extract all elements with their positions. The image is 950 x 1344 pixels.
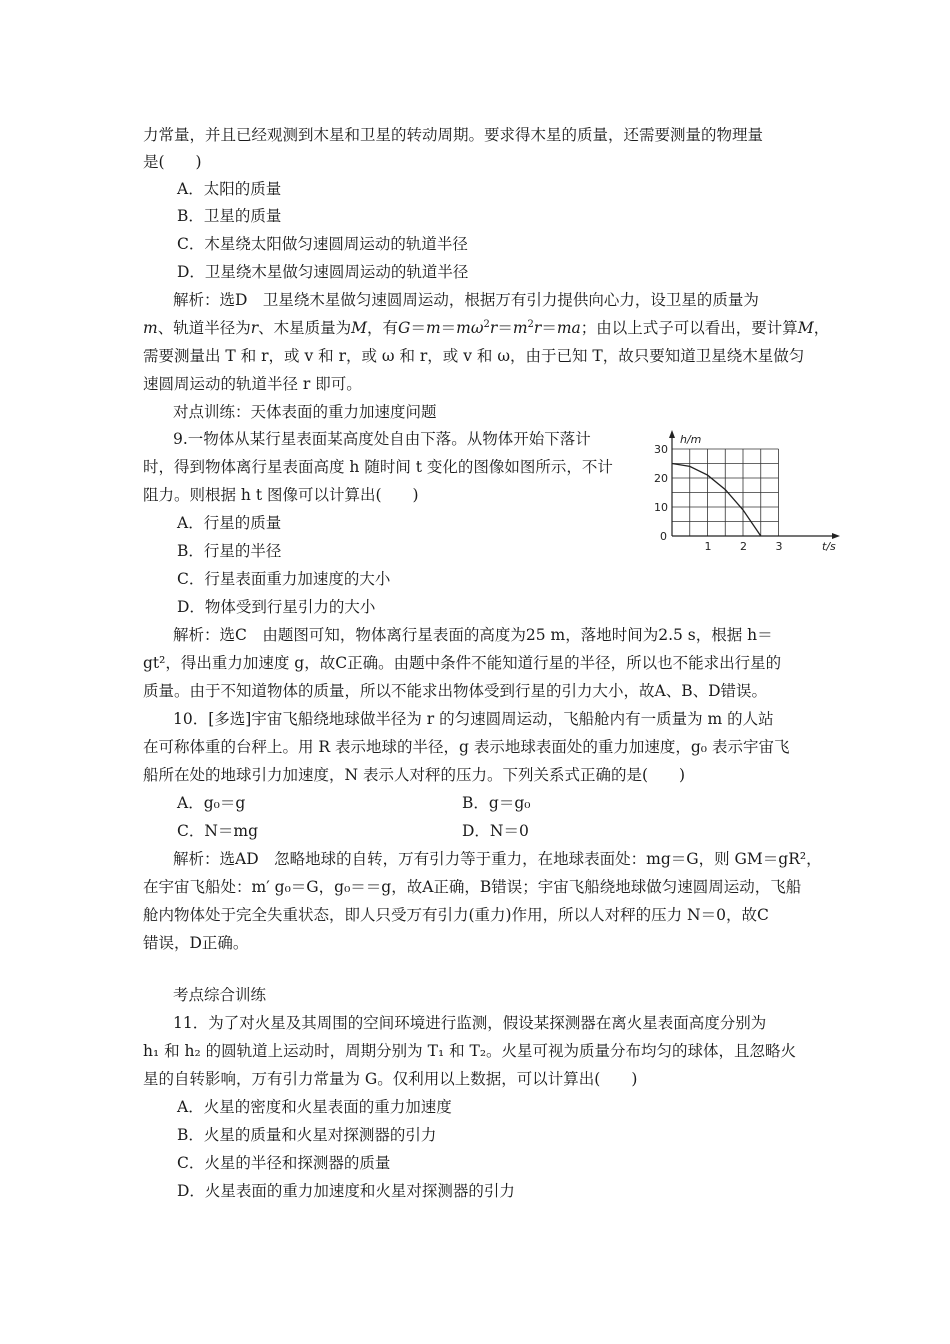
chart-grid xyxy=(672,449,779,536)
q10-option-a: A．g₀＝g xyxy=(177,794,246,812)
q10-answer-line1: 解析：选AD 忽略地球的自转，万有引力等于重力，在地球表面处：mg＝G，则 GM＝gR²， xyxy=(173,850,822,868)
q11-option-d: D．火星表面的重力加速度和火星对探测器的引力 xyxy=(177,1182,515,1200)
q9-stem-line3: 阻力。则根据 h t 图像可以计算出( ) xyxy=(143,486,419,504)
x-tick-label: 2 xyxy=(740,540,747,553)
q11-stem-line1: 11．为了对火星及其周围的空间环境进行监测，假设某探测器在离火星表面高度分别为 xyxy=(173,1014,767,1032)
q11-stem-line2: h₁ 和 h₂ 的圆轨道上运动时，周期分别为 T₁ 和 T₂。火星可视为质量分布均匀的球体，且忽略火 xyxy=(143,1042,797,1060)
q10-answer-line3: 舱内物体处于完全失重状态，即人只受万有引力(重力)作用，所以人对秤的压力 N＝0，故C xyxy=(143,906,769,924)
section-heading-comprehensive: 考点综合训练 xyxy=(173,986,267,1004)
x-axis-label: t/s xyxy=(822,540,836,553)
q10-option-b: B．g＝g₀ xyxy=(462,794,531,812)
q10-stem-line2: 在可称体重的台秤上。用 R 表示地球的半径，g 表示地球表面处的重力加速度，g₀ 表示宇宙飞 xyxy=(143,738,790,756)
q8-option-d: D．卫星绕木星做匀速圆周运动的轨道半径 xyxy=(177,263,469,281)
x-axis-arrow xyxy=(832,533,840,539)
q9-option-d: D．物体受到行星引力的大小 xyxy=(177,598,376,616)
y-tick-label: 20 xyxy=(654,472,668,485)
q8-answer-line3: 需要测量出 T 和 r，或 v 和 r，或 ω 和 r，或 v 和 ω，由于已知 T，故只要知道卫星绕木星做匀 xyxy=(143,347,805,365)
q10-option-c: C．N＝mg xyxy=(177,822,259,840)
q11-stem-line3: 星的自转影响，万有引力常量为 G。仅利用以上数据，可以计算出( ) xyxy=(143,1070,638,1088)
x-tick-label: 3 xyxy=(775,540,783,553)
q8-answer-line2: m、轨道半径为r、木星质量为M，有$G=m=m\omega^2r=m^2r=ma$；由以上式子可以看出，要计算M， xyxy=(143,318,830,337)
q11-option-b: B．火星的质量和火星对探测器的引力 xyxy=(177,1126,437,1144)
q10-stem-line3: 船所在处的地球引力加速度，N 表示人对秤的压力。下列关系式正确的是( ) xyxy=(143,766,686,784)
q8-option-a: A．太阳的质量 xyxy=(177,180,282,198)
q9-stem-line2: 时，得到物体离行星表面高度 h 随时间 t 变化的图像如图所示，不计 xyxy=(143,458,613,476)
h-t-graph xyxy=(650,428,845,553)
y-axis-arrow xyxy=(669,430,675,438)
q9-answer-line2: gt²，得出重力加速度 g，故C正确。由题中条件不能知道行星的半径，所以也不能求出行星的 xyxy=(143,654,782,672)
q10-answer-line4: 错误，D正确。 xyxy=(143,934,249,952)
q9-option-c: C．行星表面重力加速度的大小 xyxy=(177,570,391,588)
h-t-curve xyxy=(672,464,761,537)
q8-answer-line1: 解析：选D 卫星绕木星做匀速圆周运动，根据万有引力提供向心力，设卫星的质量为 xyxy=(173,291,759,309)
q8-stem-line2: 是( ) xyxy=(143,153,202,171)
q10-stem-line1: 10．[多选]宇宙飞船绕地球做半径为 r 的匀速圆周运动，飞船舱内有一质量为 m 的人站 xyxy=(173,710,774,728)
q9-answer-line1: 解析：选C 由题图可知，物体离行星表面的高度为25 m，落地时间为2.5 s，根据 h＝ xyxy=(173,626,773,644)
q9-stem-line1: 9.一物体从某行星表面某高度处自由下落。从物体开始下落计 xyxy=(173,430,591,448)
q9-option-b: B．行星的半径 xyxy=(177,542,282,560)
q9-answer-line3: 质量。由于不知道物体的质量，所以不能求出物体受到行星的引力大小，故A、B、D错误。 xyxy=(143,682,768,700)
q8-answer-line4: 速圆周运动的轨道半径 r 即可。 xyxy=(143,375,362,393)
section-heading-surface-gravity: 对点训练：天体表面的重力加速度问题 xyxy=(173,403,437,421)
x-tick-label: 1 xyxy=(704,540,712,553)
q8-stem-line1: 力常量，并且已经观测到木星和卫星的转动周期。要求得木星的质量，还需要测量的物理量 xyxy=(143,126,764,144)
y-tick-label: 30 xyxy=(654,443,668,456)
q9-option-a: A．行星的质量 xyxy=(177,514,282,532)
y-tick-label: 0 xyxy=(660,530,667,543)
y-axis-label: h/m xyxy=(680,433,702,446)
q11-option-c: C．火星的半径和探测器的质量 xyxy=(177,1154,391,1172)
q10-option-d: D．N＝0 xyxy=(462,822,529,840)
y-tick-label: 10 xyxy=(654,501,668,514)
q8-option-c: C．木星绕太阳做匀速圆周运动的轨道半径 xyxy=(177,235,468,253)
q10-answer-line2: 在宇宙飞船处：m′ g₀＝G，g₀＝＝g，故A正确，B错误；宇宙飞船绕地球做匀速圆周运动，飞船 xyxy=(143,878,802,896)
q11-option-a: A．火星的密度和火星表面的重力加速度 xyxy=(177,1098,452,1116)
q8-option-b: B．卫星的质量 xyxy=(177,207,282,225)
